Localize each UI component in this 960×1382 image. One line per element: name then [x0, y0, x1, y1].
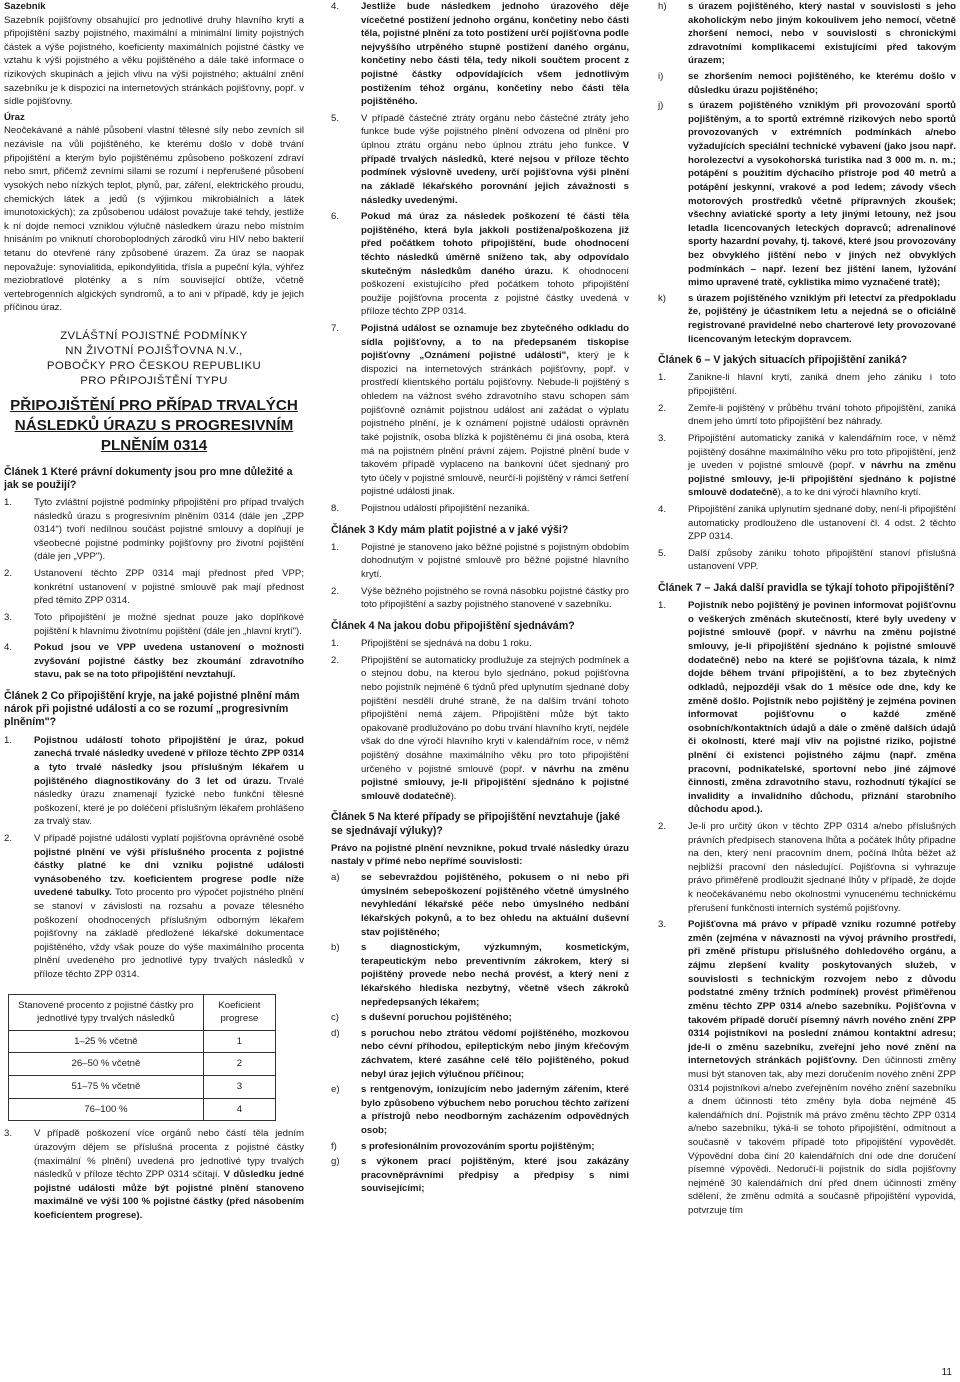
list-item: 1. Pojistník nebo pojištěný je povinen informovat pojišťovnu o veškerých změnách skutečností, které byly uvedeny v pojistné smlouvě (popř. v návrhu na změnu pojistné smlouvy, je-li připojištění sjednáno k pojistné smlouvě dodatečně) nebo na které se pojišťovna tázala, k nimž dojde během trvání připojištění, a to bez zbytečných odkladů, nejpozději však do 1 měsíce ode dne, kdy ke změně došlo. Pojistník nebo pojištěný je zejména povinen informovat pojišťovnu o každé změně osobních/kontaktních údajů a dále o změně dalších údajů či okolností, které mají vliv na pojistné riziko, pojistné plnění či existenci pojistného zájmu (např. změna pracovní, podnikatelské, sportovní nebo jiné zájmové činnosti, změna zdravotního stavu, rozhodnutí týkající se invalidity a invalidního důchodu, přiznání starobního důchodu apod.).: [658, 600, 956, 816]
list-item: 2. V případě pojistné události vyplatí pojišťovna oprávněné osobě pojistné plnění ve výši příslušného procenta z pojistné částky platné ke dni vzniku pojistné události vynásobeného tzv. koeficientem progrese podle níže uvedené tabulky. Toto procento pro výpočet pojistného plnění se stanoví v závislosti na rozsahu a povaze tělesného poškození ohodnocených příslušným odborným lékařem pojišťovny na základě předložené lékařské dokumentace pojištěného, vždy však pouze do výše maximálního procenta plnění uvedeného pro jednotlivé typy trvalých následků v příloze těchto ZPP 0314.: [4, 832, 304, 981]
page-number: 11: [941, 1366, 952, 1378]
column-header: Stanovené procento z pojistné částky pro jednotlivé typy trvalých následků: [9, 994, 204, 1030]
table-row: 51–75 % včetně 3: [9, 1076, 276, 1099]
insurer-block: [4, 329, 304, 388]
exclusion-item: b) s diagnostickým, výzkumným, kosmetickým, terapeutickým nebo preventivním zákrokem, který si pojištěný provede nebo nechá provést, a který není z lékařského hlediska nezbytný, včetně všech zákroků nepředepsaných lékařem;: [331, 942, 629, 1008]
insurer-line: ZVLÁŠTNÍ POJISTNÉ PODMÍNKY: [60, 330, 248, 343]
list-item: 7. Pojistná událost se oznamuje bez zbytečného odkladu do sídla pojišťovny, a to na předepsaném tiskopise pojišťovny „Oznámení pojistné události", který je k dispozici na internetových stránkách pojišťovny, popř. v prostředí klientského portálu pojišťovny. Nebude-li pojištěný s ohledem na vážnost svého zdravotního stavu schopen sám pojišťovně oznámit pojistnou událost ani zažádat o výplatu pojistného plnění, je k oznámení pojistné události oprávněn také pojistník, osoba blízká k pojištěnému či jiná osoba, která má na pojistném plnění právní zájem. Pojistné plnění bude v takovém případě vyplaceno na bankovní účet sjednaný pro tyto účely v pojistné smlouvě, neurčí-li pojištěný v rámci šetření pojistné události jinak.: [331, 323, 629, 498]
exclusion-item: g) s výkonem prací pojištěným, které jsou zakázány pracovněprávními předpisy a předpisy s nimi souvisejícími;: [331, 1156, 629, 1195]
definition-heading: Úraz: [4, 111, 25, 123]
list-item: 5. V případě částečné ztráty orgánu nebo částečné ztráty jeho funkce bude výše pojistného plnění odvozena od plnění pro úplnou ztrátu orgánu nebo úplnou ztrátu jeho funkce. V případě trvalých následků, které nejsou v příloze těchto podmínek výslovně uvedeny, určí pojišťovna výši plnění na základě lékařského porovnání jejich závažnosti s následky uvedenými.: [331, 112, 629, 206]
exclusion-item: k) s úrazem pojištěného vzniklým při letectví za předpokladu že, pojištěný je účastníkem letu a nejedná se o oficiálně registrované pravidelné nebo charterové lety provozované licencovaným leteckým dopravcem.: [658, 292, 956, 345]
column-right: [658, 0, 956, 1221]
list-item: 4. Jestliže bude následkem jednoho úrazového děje vícečetné postižení jednoho orgánu, končetiny nebo části těla, pojistné plnění za toto postižení určí pojišťovna podle nejvyššího utrpěného stupně postižení daného orgánu, končetiny nebo části těla, tedy nikoli součtem procent z pojistné částky odpovídajících všem jednotlivým postižením téhož orgánu, končetiny nebo části těla pojištěného.: [331, 1, 629, 108]
exclusion-item: j) s úrazem pojištěného vzniklým při provozování sportů pojištěným, a to sportů extrémně rizikových nebo sportů provozovaných v extrémních podmínkách a/nebo vyžadujících speciální technické vybavení (jako jsou např. horolezectví a vysokohorská turistika nad 3 000 m. n. m.; potápění s použitím dýchacího přístroje pod 40 metrů a potápění jeskynní, vrakové a pod ledem; závody všech motorových prostředků včetně přípravných zkoušek; všechny aviatické sporty a lety jinými letouny, než jsou letadla licencovaných leteckých dopravců; adrenalinové sporty hazardní povahy, tj. takové, které jsou provozovány bez obvyklého jištění nebo v jiných než obvyklých podmínkách – např. lezení bez jištění lanem, lyžování mimo upravené tratě, cyklistika mimo vyznačené tratě);: [658, 100, 956, 289]
exclusion-item: d) s poruchou nebo ztrátou vědomí pojištěného, mozkovou nebo cévní příhodou, epileptickým nebo jiným křečovým záchvatem, které zasáhne celé tělo pojištěného, pokud nebyl úraz jejich výlučnou příčinou;: [331, 1027, 629, 1080]
table-row: 1–25 % včetně 1: [9, 1030, 276, 1053]
table-row: 76–100 % 4: [9, 1098, 276, 1121]
article-heading: Článek 5 Na které případy se připojištění nevztahuje (jaké se sjednávají výluky)?: [331, 811, 621, 837]
list-item: 2. Je-li pro určitý úkon v těchto ZPP 0314 a/nebo příslušných právních předpisech stanovena lhůta a počátek lhůty připadne na den, který není pracovním dnem, počíná lhůta běžet až nejbližší pracovní den následující. Pojišťovna si vyhrazuje právo přiměřeně prodloužit sjednané lhůty v případě, že dojde k neočekávanému nebo okolnostmi vynucenému technickému přerušení funkčnosti interních systémů pojišťovny.: [658, 820, 956, 914]
exclusion-item: h) s úrazem pojištěného, který nastal v souvislosti s jeho akoholickým nebo jiným kokoulivem jeho nemocí, včetně zhoršení nemoci, nebo v souvislosti s chronickými zdravotními komplikacemi existujícími před takovým úrazem;: [658, 1, 956, 67]
list-item: 2. Výše běžného pojistného se rovná násobku pojistné částky pro toto připojištění a sazby pojistného stanovené v sazebníku.: [331, 585, 629, 611]
list-item: 3. Toto připojištění je možné sjednat pouze jako doplňkové pojištění k hlavnímu životnímu pojištění (dále jen „hlavní krytí").: [4, 611, 304, 637]
article-heading: Článek 4 Na jakou dobu připojištění sjednávám?: [331, 619, 575, 632]
list-item: 1. Pojistné je stanoveno jako běžné pojistné s pojistným obdobím dohodnutým v pojistné smlouvě pro běžné pojistné hlavního krytí.: [331, 541, 629, 580]
exclusion-item: i) se zhoršením nemoci pojištěného, ke kterému došlo v důsledku úrazu pojištěného;: [658, 71, 956, 96]
column-left: [4, 0, 304, 1226]
exclusion-item: c) s duševní poruchou pojištěného;: [331, 1012, 512, 1024]
definition-heading: Sazebník: [4, 1, 46, 12]
list-item: 2. Připojištění se automaticky prodlužuje za stejných podmínek a o stejnou dobu, na kterou bylo sjednáno, pokud pojišťovna nebo pojistník nejméně 6 týdnů před uplynutím sjednané doby pojištění nesdělí druhé straně, že na dalším trvání tohoto připojištění nemá zájem. Připojištění může být takto opakovaně prodlužováno po dobu trvání hlavního krytí, nejdéle však do dne výročí hlavního krytí v kalendářním roce, v němž pojištěný dosáhne maximálního věku pro toto připojištění určeného v pojistné smlouvě (popř. v návrhu na změnu pojistné smlouvy, je-li připojištění sjednáno k pojistné smlouvě dodatečně).: [331, 654, 630, 802]
list-item: 4. Připojištění zaniká uplynutím sjednané doby, není-li připojištění automaticky prodlouženo dle ustanovení čl. 4 odst. 2 těchto ZPP 0314.: [658, 503, 956, 543]
definition-text: Sazebník pojišťovny obsahující pro jednotlivé druhy hlavního krytí a připojištění sazby pojistného, maximální a minimální limity pojistných částek a výše pojistného, koeficienty maximálních pojistné částky ve vztahu k výši pojistného a věku pojištěného a dále také informace o rizikových skupinách a jejich vlivu na výši pojistného; aktuální znění sazebníku je k dispozici na internetových stránkách pojišťovny, popř. v sídle pojišťovny.: [4, 14, 304, 108]
column-header: Koeficient progrese: [203, 994, 275, 1030]
column-middle: [331, 0, 629, 1198]
list-item: 5. Další způsoby zániku tohoto připojištění stanoví příslušná ustanovení VPP.: [658, 547, 956, 573]
article-intro: Právo na pojistné plnění nevznikne, pokud trvalé následky úrazu nastaly v přímé nebo nepřímé souvislosti:: [331, 842, 629, 868]
exclusion-item: f) s profesionálním provozováním sportu pojištěným;: [331, 1140, 595, 1152]
exclusion-item: a) se sebevraždou pojištěného, pokusem o ni nebo při úmyslném sebepoškození pojištěného včetně úmyslného nevyhledání lékařské péče nebo úmyslného nedbání lékařských pokynů, a to bez ohledu na aktuální duševní stav pojištěného;: [331, 872, 629, 938]
document-title: PŘIPOJIŠTĚNÍ PRO PŘÍPAD TRVALÝCH NÁSLEDKŮ ÚRAZU S PROGRESIVNÍM PLNĚNÍM 0314: [10, 397, 298, 454]
insurer-line: POBOČKY PRO ČESKOU REPUBLIKU: [46, 359, 262, 372]
list-item: 4. Pokud jsou ve VPP uvedena ustanovení o možnosti zvyšování pojistné částky bez zkoumání zdravotního stavu, pak se na toto připojištění nevztahují.: [4, 642, 304, 681]
table-row: 26–50 % včetně 2: [9, 1053, 276, 1076]
list-item: 1. Zanikne-li hlavní krytí, zaniká dnem jeho zániku i toto připojištění.: [658, 372, 956, 398]
insurer-line: NN ŽIVOTNÍ POJIŠŤOVNA N.V.,: [65, 344, 243, 357]
list-item: 8. Pojistnou událostí připojištění nezaniká.: [331, 502, 530, 514]
definition-text: Neočekávané a náhlé působení vlastní tělesné síly nebo zevních sil nezávisle na vůli pojištěného, ke kterému došlo v době trvání připojištění a kterým bylo pojištěnému způsobeno poškození zdraví nebo smrt, přičemž zevními silami se rozumí i nepřerušené působení vysokých nebo nízkých teplot, plynů, par, záření, elektrického proudu, chemických látek a jedů (s výjimkou mikrobiálních a látek imunotoxických); za způsobenou událost považuje také tehdy, jestliže k ní dojde nemocí vzniklou výlučně následkem úrazu nebo místním hnisáním po vniknutí choroboplodných zárodků viru HIV nebo bakterií tetanu do otevřené rány způsobené úrazem. Za úraz se naopak nepovažuje: synovialitida, epikondylitida, třísla a pupeční kýla, výhřez meziobratlové ploténky a s ním související obtíže, včetně vertebrogenních algických syndromů, a to ani v případě, kdy je jejich příčinou úraz.: [4, 125, 304, 314]
list-item: 6. Pokud má úraz za následek poškození té části těla pojištěného, která byla jakkoli postižena/poškozena již před počátkem tohoto připojištění, bude ohodnocení těchto následků úměrně sníženo tak, aby odpovídalo skutečným následkům daného úrazu. K ohodnocení poškození existujícího před počátkem tohoto připojištění použije pojišťovna procenta z pojistné částky uvedená v příloze těchto ZPP 0314.: [331, 211, 629, 318]
list-item: 3. V případě poškození více orgánů nebo částí těla jedním úrazovým dějem se příslušná procenta z pojistné částky (maximální % plnění) uvedená pro jednotlivé typy trvalých následků v příloze těchto ZPP 0314 sčítají. V důsledku jedné pojistné události může být pojistné plnění stanoveno maximálně ve výši 100 % pojistné částky (před násobením koeficientem progrese).: [4, 1128, 304, 1221]
article-heading: Článek 7 – Jaká další pravidla se týkají tohoto připojištění?: [658, 582, 955, 594]
list-item: 1. Připojištění se sjednává na dobu 1 roku.: [331, 638, 532, 650]
list-item: 3. Připojištění automaticky zaniká v kalendářním roce, v němž pojištěný dosáhne maximálního věku pro toto připojištění, jenž je uveden v pojistné smlouvě (popř. v návrhu na změnu pojistné smlouvy, je-li připojištění sjednáno k pojistné smlouvě dodatečně), a to ke dni výročí hlavního krytí.: [658, 432, 956, 499]
article-heading: Článek 2 Co připojištění kryje, na jaké pojistné plnění mám nárok při pojistné události a co se rozumí „progresivním plněním"?: [4, 689, 300, 729]
list-item: 2. Zemře-li pojištěný v průběhu trvání tohoto připojištění, zaniká dnem jeho úmrtí toto připojištění bez náhrady.: [658, 402, 956, 428]
list-item: 3. Pojišťovna má právo v případě vzniku rozumné potřeby změn (zejména v návaznosti na vývoj právního prostředí, při změně přístupu příslušného dohledového orgánu, a zájmu zlepšení kvality poskytovaných služeb, v souvislosti s technickým rozvojem nebo z důvodu podstatné změny tržních podmínek) provést přiměřenou změnu těchto ZPP 0314 a/nebo sazebníku. Pojišťovna v takovém případě doručí písemný návrh nového znění ZPP 0314 pojistníkovi na poslední známou kontaktní adresu; jde-li o změnu sazebníku, zveřejní jeho nové znění na internetových stránkách pojišťovny. Den účinnosti změny musí být stanoven tak, aby mezi doručením nového znění ZPP 0314 pojistníkovi a/nebo zveřejněním nového znění sazebníku a dnem účinnosti této změny byla doba nejméně 45 kalendářních dní. Pojistník má právo změnu těchto ZPP 0314 a/nebo sazebníku, týká-li se tohoto připojištění, odmítnout a současně v takovém případě toto připojištění vypovědět. Výpovědní doba činí 20 kalendářních dní ode dne doručení písemné výpovědi. Nedoručí-li pojistník do sídla pojišťovny nejméně 30 kalendářních dní před dnem účinnosti změny sdělení, že změnu odmítá a současně připojištění vypovídá, potvrzuje tím: [658, 919, 956, 1217]
article-heading: Článek 3 Kdy mám platit pojistné a v jaké výši?: [331, 523, 569, 536]
article-heading: Článek 6 – V jakých situacích připojištění zaniká?: [658, 354, 908, 367]
list-item: 2. Ustanovení těchto ZPP 0314 mají přednost před VPP; konkrétní ustanovení v pojistné smlouvě pak mají přednost před těmito ZPP 0314.: [4, 568, 304, 607]
list-item: 1. Tyto zvláštní pojistné podmínky připojištění pro případ trvalých následků úrazu s progresivním plněním 0314 (dále jen „ZPP 0314") tvoří nedílnou součást pojistné smlouvy a doplňují je všeobecné pojistné podmínky pojišťovny pro životní pojištění (dále jen „VPP").: [4, 497, 304, 563]
list-item: 1. Pojistnou událostí tohoto připojištění je úraz, pokud zanechá trvalé následky uvedené v příloze těchto ZPP 0314 a tyto trvalé následky jsou příslušným lékařem u pojištěného diagnostikovány do 3 let od úrazu. Trvalé následky úrazu znamenají fyzické nebo funkční tělesné poškození, které je po doléčení příslušným lékařem prohlášeno za trvalý stav.: [4, 734, 304, 828]
insurer-line: PRO PŘIPOJIŠTĚNÍ TYPU: [80, 374, 228, 387]
exclusion-item: e) s rentgenovým, ionizujícím nebo jaderným zářením, které bylo způsobeno výbuchem nebo poruchou těchto zařízení a přístrojů nebo neodborným zacházením odpovědných osob;: [331, 1084, 629, 1137]
progression-coefficient-table: [8, 994, 276, 1122]
table-header-row: [9, 994, 276, 1030]
article-heading: Článek 1 Které právní dokumenty jsou pro mne důležité a jak se použijí?: [4, 465, 293, 491]
